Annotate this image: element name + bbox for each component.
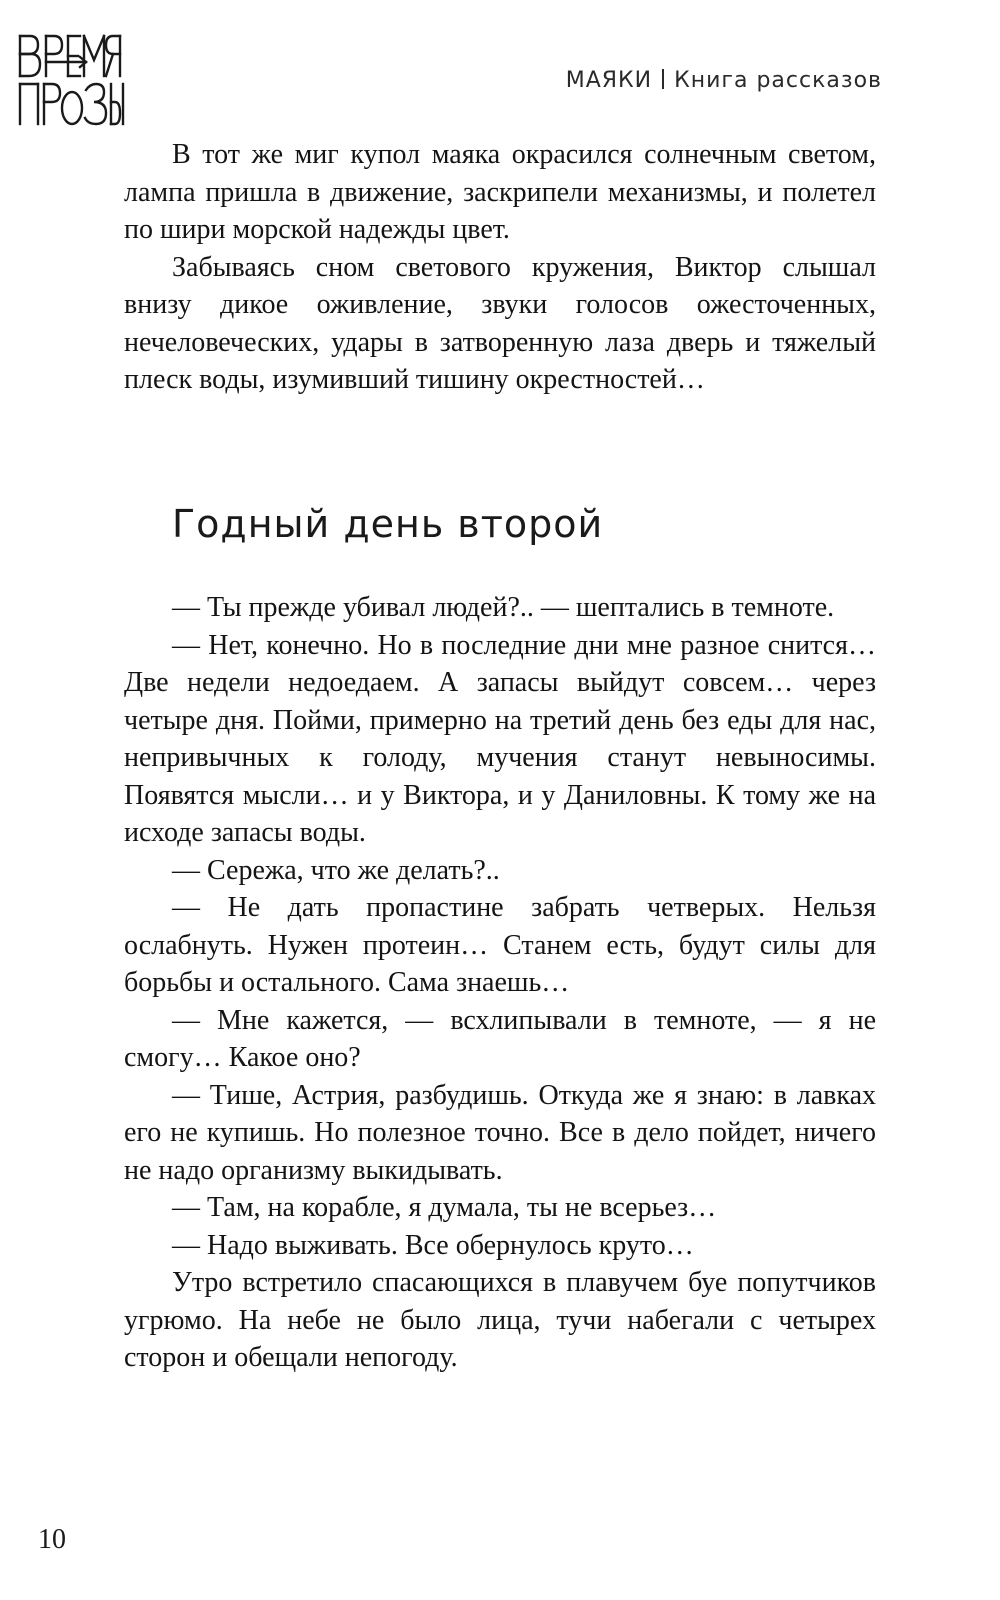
book-title: МАЯКИ [565,68,653,93]
header-separator [662,69,664,89]
page-number: 10 [38,1524,66,1555]
chapter-title: Годный день второй [172,502,604,546]
narration-paragraph: Утро встретило спасающихся в плавучем буе попутчиков угрюмо. На небе не было лица, тучи набегали с четырех сторон и обещали непогоду. [124,1267,876,1373]
dialogue-paragraph: — Мне кажется, — всхлипывали в темноте, — я не смогу… Какое оно? [124,1004,876,1073]
dialogue-paragraph: — Там, на корабле, я думала, ты не всерьез… [172,1192,717,1223]
dialogue-paragraph: — Тише, Астрия, разбудишь. Откуда же я знаю: в лавках его не купишь. Но полезное точно. Все в дело пойдет, ничего не надо организму выкидывать. [124,1079,876,1186]
intro-text [124,136,876,399]
running-header [566,68,882,93]
dialogue-paragraph: — Не дать пропастине забрать четверых. Нельзя ослабнуть. Нужен протеин… Станем есть, будут силы для борьбы и остального. Сама знаешь… [124,892,876,998]
dialogue-paragraph: — Ты прежде убивал людей?.. — шептались в темноте. [172,592,835,623]
publisher-logo [16,32,126,127]
dialogue-paragraph: — Сережа, что же делать?.. [172,854,500,886]
book-subtitle: Книга рассказов [674,68,882,93]
dialogue-paragraph: — Надо выживать. Все обернулось круто… [172,1229,694,1261]
chapter-text [124,589,876,1377]
paragraph: В тот же миг купол маяка окрасился солнечным светом, лампа пришла в движение, заскрипели механизмы, и полетел по шири морской надежды цвет. [124,139,876,245]
paragraph: Забываясь сном светового кружения, Виктор слышал внизу дикое оживление, звуки голосов ожесточенных, нечеловеческих, удары в затворенную лаза дверь и тяжелый плеск воды, изумивший тишину окрестностей… [124,251,876,395]
dialogue-paragraph: — Нет, конечно. Но в последние дни мне разное снится… Две недели недоедаем. А запасы выйдут совсем… через четыре дня. Пойми, примерно на третий день без еды для нас, непривычных к голоду, мучения станут невыносимы. Появятся мысли… и у Виктора, и у Даниловны. К тому же на исходе запасы воды. [124,629,876,848]
publisher-logo-graphic [16,32,126,127]
